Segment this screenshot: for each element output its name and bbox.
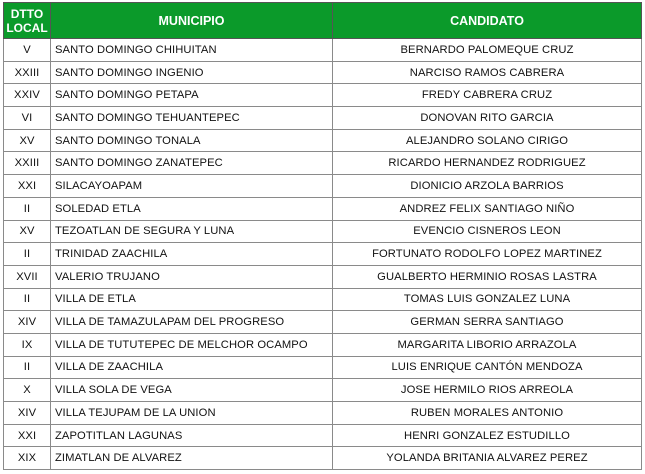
table-row: [4, 175, 642, 198]
dtto-header-line1: DTTO: [10, 6, 44, 21]
table-row: [4, 333, 642, 356]
table-row: [4, 311, 642, 334]
candidato-cell[interactable]: HENRI GONZALEZ ESTUDILLO: [333, 424, 642, 447]
candidato-cell[interactable]: RUBEN MORALES ANTONIO: [333, 402, 642, 425]
dtto-cell[interactable]: XXI: [4, 175, 51, 198]
municipio-cell[interactable]: TRINIDAD ZAACHILA: [51, 243, 333, 266]
dtto-cell[interactable]: XV: [4, 129, 51, 152]
candidato-cell[interactable]: GERMAN SERRA SANTIAGO: [333, 311, 642, 334]
municipio-cell[interactable]: ZIMATLAN DE ALVAREZ: [51, 447, 333, 470]
dtto-cell[interactable]: II: [4, 197, 51, 220]
candidato-cell[interactable]: LUIS ENRIQUE CANTÓN MENDOZA: [333, 356, 642, 379]
candidato-cell[interactable]: FORTUNATO RODOLFO LOPEZ MARTINEZ: [333, 243, 642, 266]
municipio-cell[interactable]: SANTO DOMINGO TONALA: [51, 129, 333, 152]
municipio-cell[interactable]: SOLEDAD ETLA: [51, 197, 333, 220]
municipio-cell[interactable]: VALERIO TRUJANO: [51, 265, 333, 288]
dtto-cell[interactable]: X: [4, 379, 51, 402]
table-row: [4, 402, 642, 425]
municipio-cell[interactable]: SANTO DOMINGO PETAPA: [51, 84, 333, 107]
municipio-header[interactable]: MUNICIPIO: [51, 3, 333, 39]
candidato-cell[interactable]: NARCISO RAMOS CABRERA: [333, 61, 642, 84]
table-row: [4, 61, 642, 84]
table-row: [4, 197, 642, 220]
dtto-cell[interactable]: XIX: [4, 447, 51, 470]
table-row: [4, 107, 642, 130]
dtto-cell[interactable]: XXIII: [4, 61, 51, 84]
municipio-cell[interactable]: TEZOATLAN DE SEGURA Y LUNA: [51, 220, 333, 243]
table-row: [4, 152, 642, 175]
dtto-cell[interactable]: II: [4, 356, 51, 379]
table-row: [4, 379, 642, 402]
dtto-cell[interactable]: XVII: [4, 265, 51, 288]
municipio-cell[interactable]: VILLA DE ETLA: [51, 288, 333, 311]
municipio-cell[interactable]: ZAPOTITLAN LAGUNAS: [51, 424, 333, 447]
dtto-cell[interactable]: II: [4, 243, 51, 266]
table-row: [4, 243, 642, 266]
table-row: [4, 424, 642, 447]
candidato-cell[interactable]: DIONICIO ARZOLA BARRIOS: [333, 175, 642, 198]
candidato-cell[interactable]: ANDREZ FELIX SANTIAGO NIÑO: [333, 197, 642, 220]
header-row: [4, 3, 642, 39]
dtto-cell[interactable]: XIV: [4, 311, 51, 334]
table-row: [4, 84, 642, 107]
municipio-cell[interactable]: SANTO DOMINGO TEHUANTEPEC: [51, 107, 333, 130]
candidato-cell[interactable]: EVENCIO CISNEROS LEON: [333, 220, 642, 243]
dtto-cell[interactable]: IX: [4, 333, 51, 356]
municipio-cell[interactable]: VILLA DE TAMAZULAPAM DEL PROGRESO: [51, 311, 333, 334]
dtto-cell[interactable]: V: [4, 39, 51, 62]
candidato-cell[interactable]: ALEJANDRO SOLANO CIRIGO: [333, 129, 642, 152]
candidato-cell[interactable]: GUALBERTO HERMINIO ROSAS LASTRA: [333, 265, 642, 288]
table-row: [4, 356, 642, 379]
candidato-header[interactable]: CANDIDATO: [333, 3, 642, 39]
table-body: [4, 39, 642, 470]
candidato-cell[interactable]: TOMAS LUIS GONZALEZ LUNA: [333, 288, 642, 311]
municipio-cell[interactable]: SANTO DOMINGO INGENIO: [51, 61, 333, 84]
candidato-cell[interactable]: RICARDO HERNANDEZ RODRIGUEZ: [333, 152, 642, 175]
candidato-cell[interactable]: DONOVAN RITO GARCIA: [333, 107, 642, 130]
dtto-cell[interactable]: XV: [4, 220, 51, 243]
municipio-cell[interactable]: SANTO DOMINGO ZANATEPEC: [51, 152, 333, 175]
candidato-cell[interactable]: FREDY CABRERA CRUZ: [333, 84, 642, 107]
dtto-cell[interactable]: XXIII: [4, 152, 51, 175]
dtto-header-line2: LOCAL: [6, 20, 48, 35]
dtto-cell[interactable]: VI: [4, 107, 51, 130]
municipio-cell[interactable]: VILLA DE TUTUTEPEC DE MELCHOR OCAMPO: [51, 333, 333, 356]
dtto-cell[interactable]: XXIV: [4, 84, 51, 107]
municipio-cell[interactable]: VILLA DE ZAACHILA: [51, 356, 333, 379]
municipio-cell[interactable]: SILACAYOAPAM: [51, 175, 333, 198]
municipio-cell[interactable]: SANTO DOMINGO CHIHUITAN: [51, 39, 333, 62]
table-row: [4, 447, 642, 470]
table-row: [4, 265, 642, 288]
candidates-table: [3, 2, 642, 470]
table-row: [4, 129, 642, 152]
table-row: [4, 220, 642, 243]
table-row: [4, 288, 642, 311]
candidato-cell[interactable]: JOSE HERMILO RIOS ARREOLA: [333, 379, 642, 402]
candidato-cell[interactable]: BERNARDO PALOMEQUE CRUZ: [333, 39, 642, 62]
municipio-cell[interactable]: VILLA SOLA DE VEGA: [51, 379, 333, 402]
dtto-cell[interactable]: XXI: [4, 424, 51, 447]
dtto-local-header[interactable]: [4, 3, 51, 39]
table-row: [4, 39, 642, 62]
candidato-cell[interactable]: YOLANDA BRITANIA ALVAREZ PEREZ: [333, 447, 642, 470]
municipio-cell[interactable]: VILLA TEJUPAM DE LA UNION: [51, 402, 333, 425]
candidato-cell[interactable]: MARGARITA LIBORIO ARRAZOLA: [333, 333, 642, 356]
dtto-cell[interactable]: II: [4, 288, 51, 311]
dtto-cell[interactable]: XIV: [4, 402, 51, 425]
